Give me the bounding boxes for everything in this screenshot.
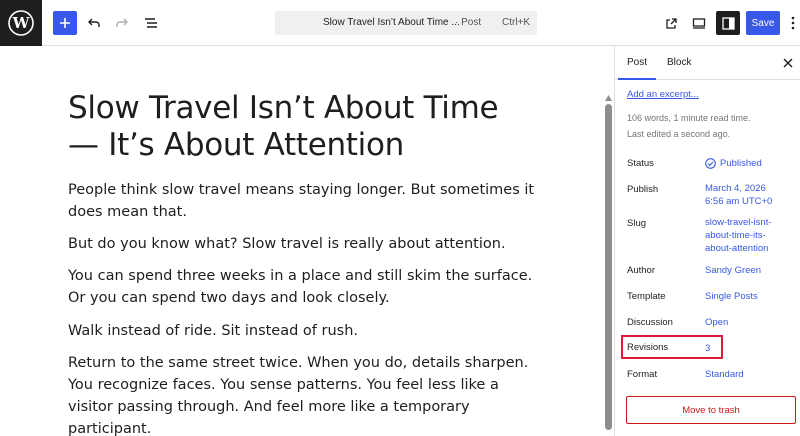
slug-label: Slug	[627, 218, 647, 229]
status-value[interactable]	[705, 157, 797, 170]
author-value[interactable]: Sandy Green	[705, 265, 761, 276]
paragraph-block[interactable]: People think slow travel means staying longer. But sometimes it does mean that.	[68, 182, 535, 220]
published-check-icon	[705, 158, 716, 169]
document-overview-button[interactable]	[140, 12, 162, 34]
tab-block[interactable]: Block	[667, 57, 692, 68]
paragraph-block[interactable]: Walk instead of ride. Sit instead of rush.	[68, 323, 359, 339]
add-excerpt-link[interactable]: Add an excerpt...	[627, 89, 699, 100]
publish-date: March 4, 2026	[705, 183, 766, 194]
slug-value[interactable]	[705, 216, 797, 255]
options-button[interactable]	[786, 12, 800, 34]
publish-time: 6:56 am UTC+0	[705, 196, 773, 207]
sidebar-icon	[722, 17, 735, 30]
status-text: Published	[720, 158, 762, 169]
editor-top-bar	[0, 0, 800, 46]
publish-date-value[interactable]	[705, 182, 797, 208]
slug-line: about-attention	[705, 243, 769, 254]
paragraph-block[interactable]: But do you know what? Slow travel is really about attention.	[68, 236, 506, 252]
editor-scrollbar[interactable]	[605, 104, 612, 430]
undo-icon	[87, 17, 101, 29]
discussion-label: Discussion	[627, 317, 673, 328]
discussion-value[interactable]: Open	[705, 317, 729, 328]
slug-line: slow-travel-isnt-	[705, 217, 772, 228]
revisions-value[interactable]: 3	[705, 343, 711, 354]
save-button[interactable]: Save	[746, 11, 780, 35]
move-to-trash-button[interactable]: Move to trash	[626, 396, 796, 424]
template-value[interactable]: Single Posts	[705, 291, 758, 302]
tab-post[interactable]: Post	[627, 57, 648, 68]
slug-line: about-time-its-	[705, 230, 766, 241]
paragraph-block-cutoff[interactable]	[68, 428, 538, 436]
desktop-icon	[692, 17, 706, 29]
close-icon[interactable]	[781, 56, 795, 70]
svg-text:W: W	[12, 14, 30, 32]
publish-label: Publish	[627, 184, 659, 195]
list-view-icon	[144, 17, 158, 29]
undo-button[interactable]	[83, 12, 105, 34]
format-value[interactable]: Standard	[705, 369, 744, 380]
word-count: 106 words, 1 minute read time.	[627, 113, 751, 123]
template-label: Template	[627, 291, 666, 302]
external-link-icon	[665, 17, 678, 30]
document-title: Slow Travel Isn’t About Time ...	[323, 17, 460, 28]
settings-button[interactable]	[716, 11, 740, 35]
wordpress-icon	[8, 10, 34, 36]
scroll-up-arrow-icon[interactable]	[605, 95, 612, 101]
settings-sidebar	[614, 46, 800, 436]
last-edited: Last edited a second ago.	[627, 129, 731, 139]
revisions-label: Revisions	[627, 342, 669, 353]
active-tab-indicator	[618, 78, 656, 80]
wordpress-logo-button[interactable]	[0, 0, 42, 46]
view-post-button[interactable]	[660, 12, 682, 34]
plus-icon	[59, 17, 71, 29]
redo-button[interactable]	[111, 12, 133, 34]
author-label: Author	[627, 265, 655, 276]
post-title[interactable]: Slow Travel Isn’t About Time — It’s About Attention	[68, 90, 499, 163]
command-palette-bar[interactable]	[275, 11, 537, 35]
format-label: Format	[627, 369, 658, 380]
document-type: · Post	[455, 17, 482, 28]
keyboard-shortcut: Ctrl+K	[502, 17, 531, 28]
sidebar-tabs	[615, 46, 800, 80]
preview-button[interactable]	[688, 12, 710, 34]
status-label: Status	[627, 158, 654, 169]
more-vertical-icon	[791, 16, 795, 30]
add-block-button[interactable]	[53, 11, 77, 35]
paragraph-block[interactable]: You can spend three weeks in a place and still skim the surface. Or you can spend two days and look closely.	[68, 268, 533, 306]
editor-canvas	[0, 46, 614, 436]
paragraph-block[interactable]: Return to the same street twice. When you do, details sharpen. You recognize faces. You sense patterns. You feel less like a visitor passing through. And feel more like a temporary participant.	[68, 355, 529, 436]
redo-icon	[115, 17, 129, 29]
